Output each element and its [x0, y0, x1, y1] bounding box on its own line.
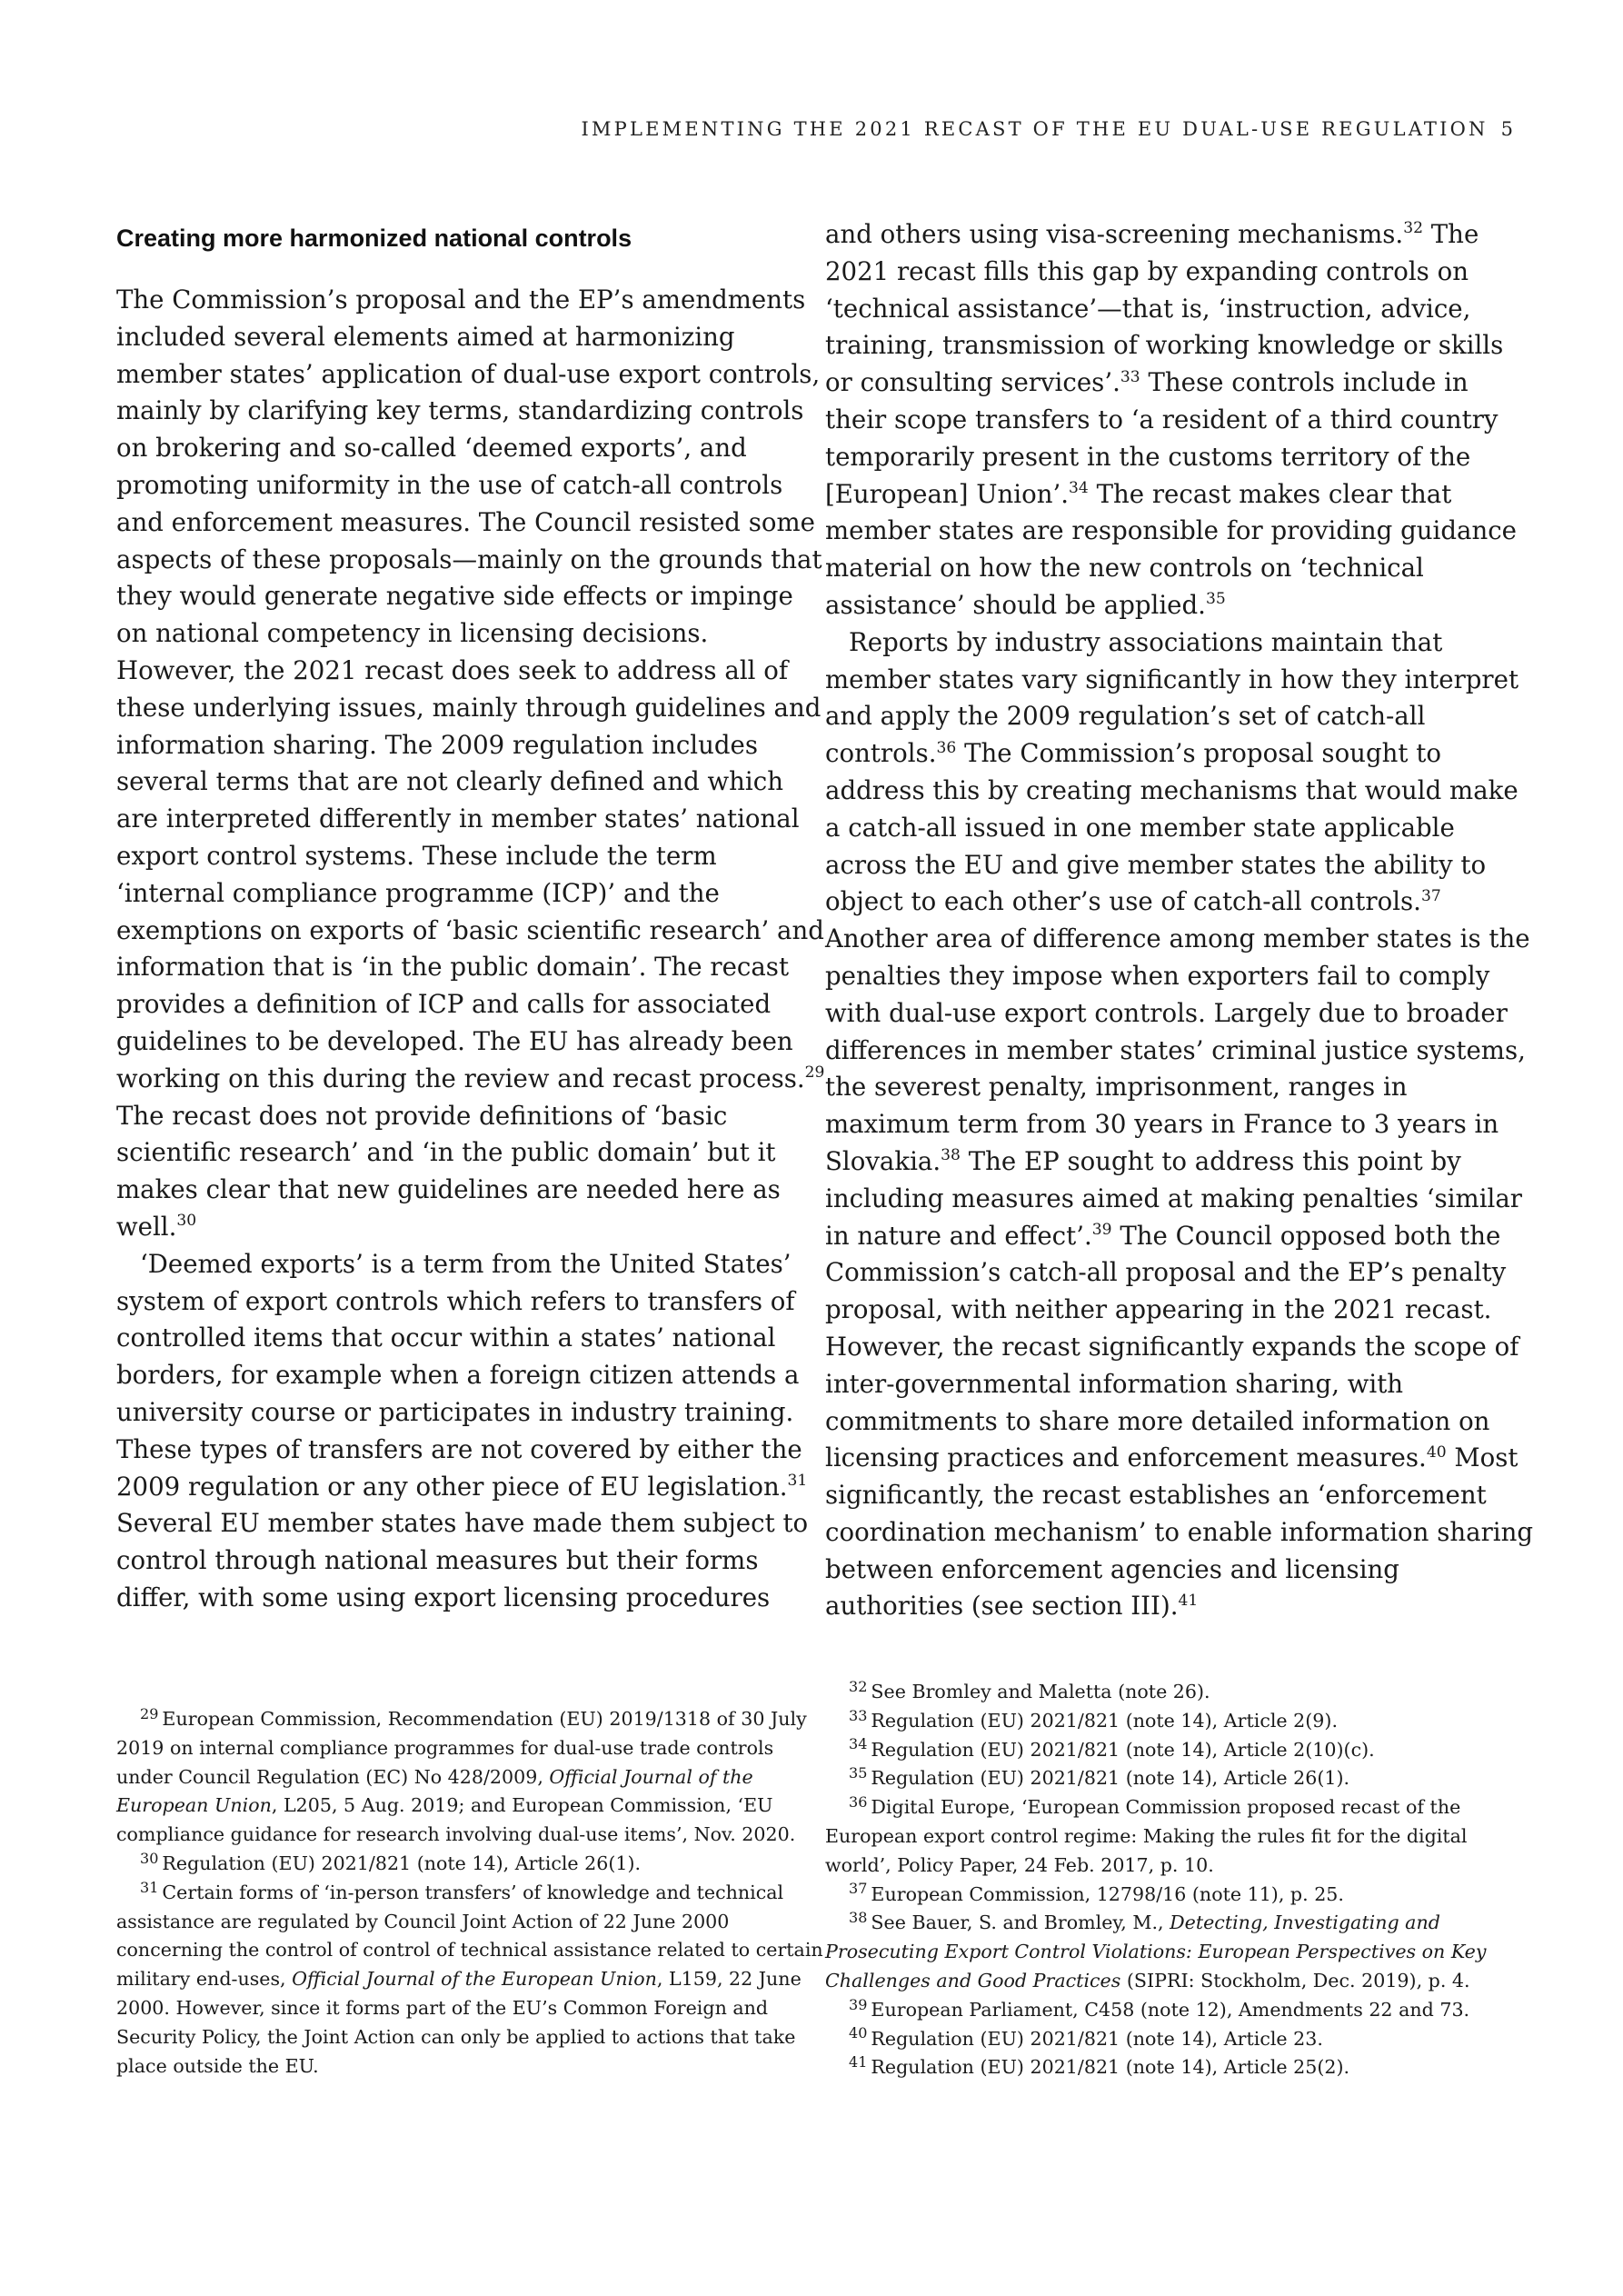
left-column — [116, 216, 827, 1617]
footnote — [825, 1881, 1536, 1910]
footnote-number: 34 — [849, 1735, 868, 1753]
footnote-ref[interactable]: 36 — [936, 738, 957, 757]
footnote-text: See Bromley and Maletta (note 26). — [871, 1681, 1210, 1702]
footnote — [825, 1764, 1536, 1793]
footnote-text: (SIPRI: Stockholm, Dec. 2019), p. 4. — [1120, 1969, 1470, 1992]
footnote-ref[interactable]: 34 — [1069, 478, 1089, 497]
text-run: The Council opposed both the Commission’s catch-all proposal and the EP’s penalty proposal, with neither appearing in the 2021 recast. However, the recast significantly expands the scope of inter-governmental information sharing, with commitments to share more detailed information on licensing practices and enforcement measures. — [825, 1220, 1519, 1473]
text-run: The recast does not provide definitions of ‘basic scientific research’ and ‘in the public domain’ but it makes clear that new guidelines are needed here as well. — [116, 1100, 781, 1242]
text-run: Reports by industry associations maintain that member states vary significantly in how they interpret and apply the 2009 regulation’s set of catch-all controls. — [825, 626, 1519, 769]
footnote — [116, 1850, 827, 1879]
footnote-text: Regulation (EU) 2021/821 (note 14), Article 23. — [871, 2027, 1323, 2050]
footnote-ref[interactable]: 38 — [941, 1146, 961, 1165]
footnote-text: Certain forms of ‘in-person transfers’ of knowledge and technical assistance are regulated by Council Joint Action of 22 June 2000 concerning the control of control of technical assistance related to certain military end-uses, — [116, 1881, 823, 1991]
footnote-ref[interactable]: 32 — [1403, 219, 1423, 238]
footnote — [116, 1705, 827, 1850]
footnote-number: 31 — [140, 1878, 159, 1896]
footnote-ref[interactable]: 31 — [787, 1471, 808, 1490]
left-body-text — [116, 282, 827, 1617]
text-run: ‘Deemed exports’ is a term from the United States’ system of export controls which refers to transfers of controlled items that occur within a states’ national borders, for example when a foreign citizen attends a university course or participates in industry training. These types of transfers are not covered by either the 2009 regulation or any other piece of EU legislation. — [116, 1248, 802, 1502]
footnote-number: 41 — [849, 2053, 868, 2071]
footnote-text: , L205, 5 Aug. 2019; and European Commission, ‘EU compliance guidance for research involving dual-use items’, Nov. 2020. — [116, 1794, 796, 1846]
footnote-text: Regulation (EU) 2021/821 (note 14), Article 26(1). — [871, 1767, 1350, 1790]
footnote-ref[interactable]: 37 — [1420, 886, 1441, 905]
footnote-ref[interactable]: 29 — [804, 1063, 825, 1083]
footnote-ref[interactable]: 33 — [1120, 367, 1140, 386]
footnote-ref[interactable]: 39 — [1091, 1220, 1112, 1239]
text-run: The recast makes clear that member states are responsible for providing guidance material on how the new controls on ‘technical assistance’ should be applied. — [825, 478, 1518, 620]
footnote-number: 29 — [140, 1704, 159, 1722]
footnote-text: See Bauer, S. and Bromley, M., — [871, 1912, 1170, 1934]
paragraph — [825, 624, 1536, 1626]
footnote-text: Regulation (EU) 2021/821 (note 14), Article 25(2). — [871, 2056, 1350, 2079]
text-run: Several EU member states have made them subject to control through national measures but their forms differ, with some using export licensing procedures — [116, 1508, 809, 1612]
footnote-number: 32 — [849, 1677, 868, 1695]
footnote-text: , L159, 22 June 2000. However, since it forms part of the EU’s Common Foreign and Security Policy, the Joint Action can only be applied to actions that take place outside the EU. — [116, 1968, 802, 2077]
footnote — [825, 1996, 1536, 2025]
footnote-text: Regulation (EU) 2021/821 (note 14), Article 2(10)(c). — [871, 1738, 1375, 1761]
text-run: These controls include in their scope transfers to ‘a resident of a third country temporarily present in the customs territory of the [European] Union’. — [825, 367, 1499, 509]
footnote-number: 37 — [849, 1880, 868, 1898]
footnote-number: 35 — [849, 1764, 868, 1782]
footnote-ref[interactable]: 41 — [1178, 1591, 1199, 1610]
paragraph — [116, 282, 827, 1246]
section-heading: Creating more harmonized national controls — [116, 225, 632, 252]
footnote-text: Digital Europe, ‘European Commission proposed recast of the European export control regime: Making the rules fit for the digital world’, Policy Paper, 24 Feb. 2017, p. 10. — [825, 1796, 1468, 1876]
paragraph — [116, 1246, 827, 1617]
footnote-italic: Detecting, Investigating and Prosecuting Export Control Violations: European Perspectives on Key Challenges and Good Practices — [825, 1912, 1487, 1992]
footnotes-left — [116, 1705, 827, 2081]
footnote-ref[interactable]: 35 — [1205, 590, 1226, 609]
footnote-text: European Commission, 12798/16 (note 11), p. 25. — [871, 1882, 1344, 1905]
footnote-text: Regulation (EU) 2021/821 (note 14), Article 2(9). — [871, 1709, 1338, 1732]
text-run: The Commission’s proposal and the EP’s amendments included several elements aimed at harmonizing member states’ application of dual-use export controls, mainly by clarifying key terms, standardizing controls on brokering and so-called ‘deemed exports’, and promoting uniformity in the use of catch-all controls and enforcement measures. The Council resisted some aspects of these proposals—mainly on the grounds that they would generate negative side effects or impinge on national competency in licensing decisions. However, the 2021 recast does seek to address all of these underlying issues, mainly through guidelines and information sharing. The 2009 regulation includes several terms that are not clearly defined and which are interpreted differently in member states’ national export control systems. These include the term ‘internal compliance programme (ICP)’ and the exemptions on exports of ‘basic scientific research’ and information that is ‘in the public domain’. The recast provides a definition of ICP and calls for associated guidelines to be developed. The EU has already been working on this during the review and recast process. — [116, 285, 824, 1093]
footnote-italic: Official Journal of the European Union — [292, 1968, 657, 1991]
footnote-ref[interactable]: 40 — [1426, 1442, 1447, 1462]
footnote — [825, 2025, 1536, 2054]
text-run: Most significantly, the recast establishes an ‘enforcement coordination mechanism’ to enable information sharing between enforcement agencies and licensing authorities (see section III). — [825, 1442, 1534, 1622]
footnote — [825, 2053, 1536, 2082]
footnote — [825, 1678, 1536, 1707]
footnote-number: 33 — [849, 1706, 868, 1724]
footnote — [825, 1736, 1536, 1765]
footnote-number: 30 — [140, 1849, 159, 1867]
footnotes-right — [825, 1678, 1536, 2082]
footnote-number: 39 — [849, 1995, 868, 2013]
footnote-text: European Parliament, C458 (note 12), Amendments 22 and 73. — [871, 1998, 1470, 2021]
footnote — [825, 1707, 1536, 1736]
text-run: The EP sought to address this point by including measures aimed at making penalties ‘similar in nature and effect’. — [825, 1145, 1522, 1251]
footnote-text: Regulation (EU) 2021/821 (note 14), Article 26(1). — [162, 1852, 642, 1874]
text-run: The 2021 recast fills this gap by expanding controls on ‘technical assistance’—that is, ‘instruction, advice, training, transmission of working knowledge or skills or consulting services’. — [825, 219, 1504, 398]
running-title: IMPLEMENTING THE 2021 RECAST OF THE EU DUAL-USE REGULATION — [581, 118, 1489, 140]
footnote-number: 38 — [849, 1909, 868, 1927]
running-header — [581, 118, 1514, 140]
page-number: 5 — [1500, 118, 1514, 140]
footnote-number: 40 — [849, 2024, 868, 2042]
footnote — [825, 1909, 1536, 1995]
footnote — [116, 1879, 827, 2081]
footnote-text: European Commission, Recommendation (EU) 2019/1318 of 30 July 2019 on internal compliance programmes for dual-use trade controls under Council Regulation (EC) No 428/2009, — [116, 1708, 807, 1788]
right-column — [825, 216, 1536, 1625]
text-run: and others using visa-screening mechanisms. — [825, 219, 1404, 249]
footnote-number: 36 — [849, 1792, 868, 1811]
text-run: Another area of difference among member states is the penalties they impose when exporters fail to comply with dual-use export controls. Largely due to broader differences in member states’ criminal justice systems, the severest penalty, imprisonment, ranges in maximum term from 30 years in France to 3 years in Slovakia. — [825, 923, 1530, 1176]
text-run: The Commission’s proposal sought to address this by creating mechanisms that would make a catch-all issued in one member state applicable across the EU and give member states the ability to object to each other’s use of catch-all controls. — [825, 738, 1518, 917]
footnote-italic: Official Journal of the European Union — [116, 1765, 753, 1817]
paragraph — [825, 216, 1536, 624]
footnote — [825, 1793, 1536, 1880]
right-body-text — [825, 216, 1536, 1625]
footnote-ref[interactable]: 30 — [176, 1212, 197, 1231]
